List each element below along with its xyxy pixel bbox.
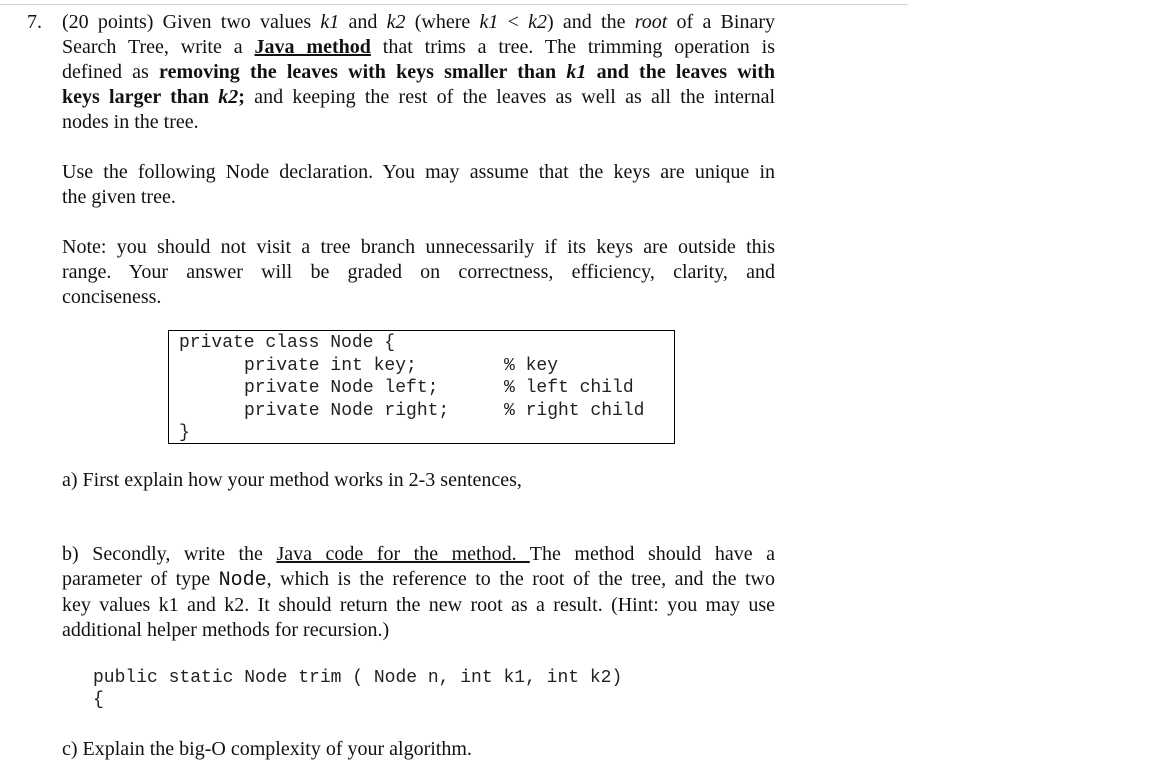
question-intro [62, 10, 775, 135]
code-field-key: private int key; [244, 356, 417, 376]
note-paragraph: Note: you should not visit a tree branch unnecessarily if its keys are outside this range. Your answer will be graded on correctness, efficiency, clarity, and conciseness. [62, 236, 775, 308]
part-a: a) First explain how your method works in 2-3 sentences, [62, 469, 522, 491]
intro-line-3: defined as removing the leaves with keys smaller than k1 and the leaves with [62, 61, 775, 83]
code-field-left: private Node left; [244, 378, 439, 398]
code-comment-right: % right child [504, 401, 645, 421]
node-code-box [168, 330, 675, 444]
question-number: 7. [27, 11, 42, 33]
part-b-line-2: parameter of type Node, which is the reference to the root of the tree, and the two [62, 568, 775, 592]
code-class-header: private class Node { [179, 333, 396, 353]
intro-line-2: Search Tree, write a Java method that trims a tree. The trimming operation is [62, 36, 776, 58]
node-declaration-instructions: Use the following Node declaration. You may assume that the keys are unique in the given tree. [62, 161, 775, 208]
java-method-emphasis: Java method [254, 36, 371, 58]
part-b-line-1: b) Secondly, write the Java code for the method. The method should have a [62, 543, 775, 565]
part-c: c) Explain the big-O complexity of your algorithm. [62, 738, 472, 760]
intro-line-1: (20 points) Given two values k1 and k2 (where k1 < k2) and the root of a Binary [62, 11, 775, 33]
code-comment-key: % key [504, 356, 559, 376]
method-signature: public static Node trim ( Node n, int k1, int k2) [93, 668, 623, 688]
code-comment-left: % left child [504, 378, 634, 398]
part-b: b) Secondly, write the Java code for the method. The method should have a parameter of type Node, which is the reference to the root of the tree, and the two key values k1 and k2. It should return the new root as a result. (Hint: you may use additional helper methods for recursion.) [62, 543, 775, 641]
method-open-brace: { [93, 690, 104, 710]
top-divider [0, 4, 908, 5]
intro-line-4: keys larger than k2; and keeping the rest of the leaves as well as all the internal [62, 86, 775, 108]
code-class-footer: } [179, 423, 190, 443]
code-field-right: private Node right; [244, 401, 450, 421]
intro-line-5: nodes in the tree. [62, 111, 199, 133]
